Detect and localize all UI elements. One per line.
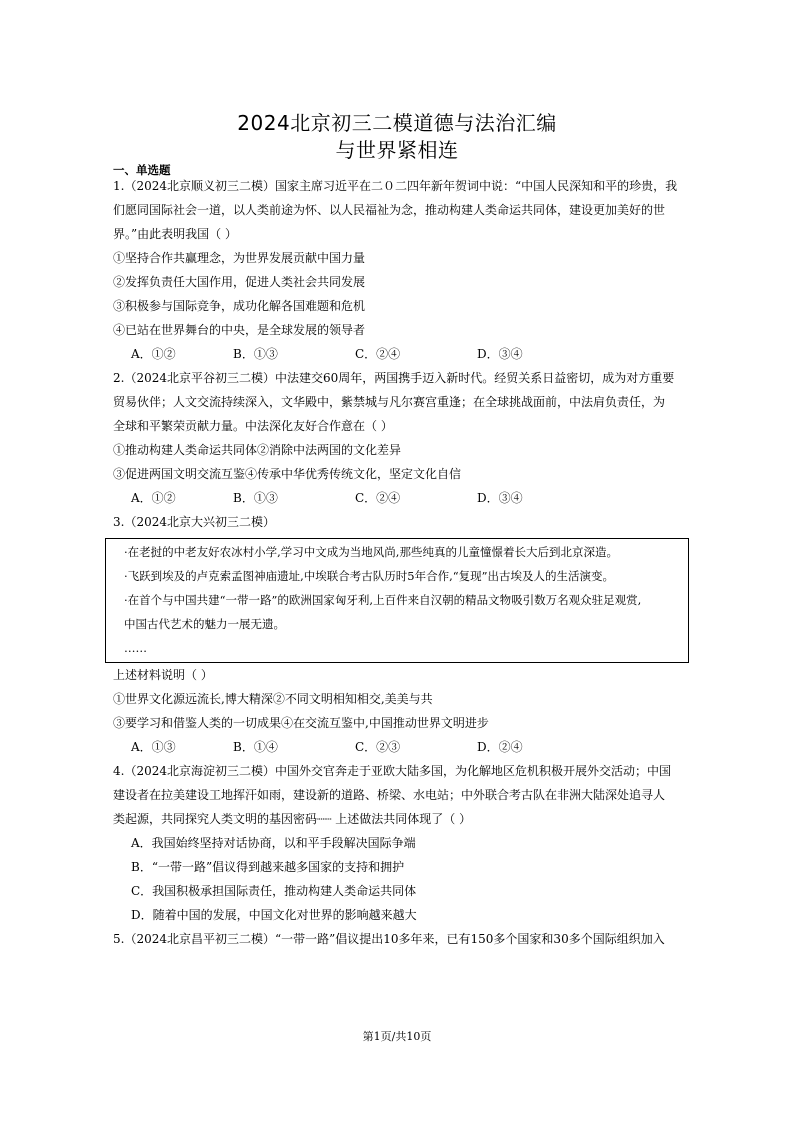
q1-item-2: ②发挥负责任大国作用，促进人类社会共同发展 <box>113 275 366 289</box>
q3-material-line-3: ·在首个与中国共建“一带一路”的欧洲国家匈牙利,上百件来自汉朝的精品文物吸引数万名观众驻足观赏, <box>124 593 642 607</box>
q3-item-1: ①世界文化源远流长,博大精深②不同文明相知相交,美美与共 <box>113 692 433 706</box>
q2-stem-line-3: 全球和平繁荣贡献力量。中法深化友好合作意在（ ） <box>113 419 393 433</box>
q2-option-b: B．①③ <box>233 491 278 505</box>
document-subtitle: 与世界紧相连 <box>335 138 459 162</box>
section-heading: 一、单选题 <box>113 163 171 177</box>
q1-item-3: ③积极参与国际竞争，成功化解各国难题和危机 <box>113 299 366 313</box>
q3-item-2: ③要学习和借鉴人类的一切成果④在交流互鉴中,中国推动世界文明进步 <box>113 716 489 730</box>
q3-material-line-4: 中国古代艺术的魅力一展无遗。 <box>124 617 285 631</box>
q2-option-d: D．③④ <box>477 491 523 505</box>
q1-option-a: A．①② <box>131 347 176 361</box>
q1-option-c: C．②④ <box>355 347 401 361</box>
q3-stem: 上述材料说明（ ） <box>113 668 213 682</box>
document-title: 2024北京初三二模道德与法治汇编 <box>237 111 557 135</box>
q3-material-line-1: ·在老挝的中老友好农冰村小学,学习中文成为当地风尚,那些纯真的儿童憧憬着长大后到北京深造。 <box>124 545 618 559</box>
q1-option-d: D．③④ <box>477 347 523 361</box>
q3-material-line-2: ·飞跃到埃及的卢克索孟图神庙遗址,中埃联合考古队历时5年合作,“复现”出古埃及人的生活演变。 <box>124 569 615 583</box>
q4-stem-line-3: 类起源，共同探究人类文明的基因密码┈┈ 上述做法共同体现了（ ） <box>113 812 472 826</box>
q2-stem-line-2: 贸易伙伴；人文交流持续深入，文华殿中，紫禁城与凡尔赛宫重逢；在全球挑战面前，中法肩负责任，为 <box>113 395 666 409</box>
q3-header: 3.（2024北京大兴初三二模） <box>113 515 275 529</box>
q4-option-b: B．“一带一路”倡议得到越来越多国家的支持和拥护 <box>131 860 405 874</box>
page-number: 第1页/共10页 <box>362 1030 432 1043</box>
q4-stem-line-2: 建设者在拉美建设工地挥汗如雨，建设新的道路、桥梁、水电站；中外联合考古队在非洲大陆深处追寻人 <box>113 788 666 802</box>
q3-option-c: C．②③ <box>355 740 401 754</box>
q1-item-1: ①坚持合作共赢理念，为世界发展贡献中国力量 <box>113 251 366 265</box>
q4-option-c: C．我国积极承担国际责任，推动构建人类命运共同体 <box>131 884 417 898</box>
q2-stem-line-1: 2.（2024北京平谷初三二模）中法建交60周年，两国携手迈入新时代。经贸关系日益密切，成为对方重要 <box>113 371 675 385</box>
q3-option-a: A．①③ <box>131 740 176 754</box>
q2-item-1: ①推动构建人类命运共同体②消除中法两国的文化差异 <box>113 443 402 457</box>
q5-stem-line-1: 5.（2024北京昌平初三二模）“一带一路”倡议提出10多年来，已有150多个国家和30多个国际组织加入 <box>113 932 665 946</box>
q1-item-4: ④已站在世界舞台的中央，是全球发展的领导者 <box>113 323 366 337</box>
q1-option-b: B．①③ <box>233 347 278 361</box>
q4-stem-line-1: 4.（2024北京海淀初三二模）中国外交官奔走于亚欧大陆多国，为化解地区危机积极开展外交活动；中国 <box>113 764 671 778</box>
q3-option-d: D．②④ <box>477 740 523 754</box>
q1-stem-line-3: 界。”由此表明我国（ ） <box>113 227 237 241</box>
q2-item-2: ③促进两国文明交流互鉴④传承中华优秀传统文化，坚定文化自信 <box>113 467 462 481</box>
q4-option-a: A．我国始终坚持对话协商，以和平手段解决国际争端 <box>131 836 416 850</box>
q2-option-a: A．①② <box>131 491 176 505</box>
q3-material-box <box>105 538 689 663</box>
q1-stem-line-2: 们愿同国际社会一道，以人类前途为怀、以人民福祉为念，推动构建人类命运共同体，建设更加美好的世 <box>113 203 666 217</box>
q3-option-b: B．①④ <box>233 740 278 754</box>
q3-material-ellipsis: …… <box>124 641 147 655</box>
q2-option-c: C．②④ <box>355 491 401 505</box>
q1-stem-line-1: 1.（2024北京顺义初三二模）国家主席习近平在二０二四年新年贺词中说：“中国人民深知和平的珍贵，我 <box>113 179 678 193</box>
q4-option-d: D．随着中国的发展，中国文化对世界的影响越来越大 <box>131 908 417 922</box>
